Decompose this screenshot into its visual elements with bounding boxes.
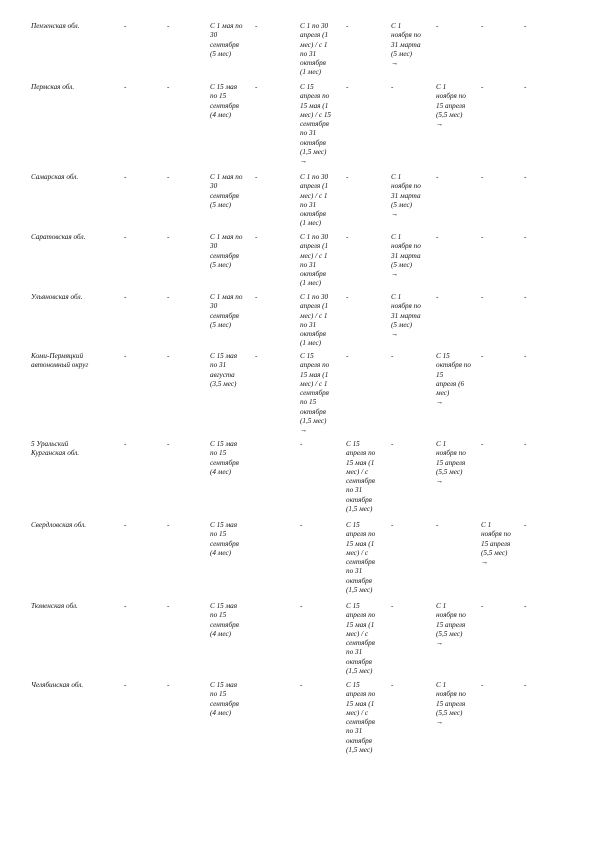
cell-dash: - xyxy=(255,173,258,181)
cell-dash: - xyxy=(481,83,484,91)
offseason-period: С 15 апреля по 15 мая (1 мес) / с сентября по 31 октября (1,5 мес) xyxy=(346,602,376,676)
winter-period: С 15 октября по 15 апреля (6 мес) → xyxy=(436,352,471,407)
cell-dash: - xyxy=(300,602,303,610)
winter-period: С 1 ноября по 31 марта (5 мес) → xyxy=(391,233,421,279)
cell-dash: - xyxy=(124,83,127,91)
cell-dash: - xyxy=(524,352,527,360)
offseason-period: С 1 по 30 апреля (1 мес) / с 1 по 31 октября (1 мес) xyxy=(300,293,329,348)
cell-dash: - xyxy=(524,22,527,30)
cell-dash: - xyxy=(124,233,127,241)
summer-period: С 15 мая по 15 сентября (4 мес) xyxy=(210,83,239,119)
offseason-period: С 1 по 30 апреля (1 мес) / с 1 по 31 октября (1 мес) xyxy=(300,173,329,228)
offseason-period: С 1 по 30 апреля (1 мес) / с 1 по 31 октября (1 мес) xyxy=(300,233,329,288)
winter-period: С 1 ноября по 31 марта (5 мес) → xyxy=(391,293,421,339)
cell-dash: - xyxy=(391,681,394,689)
summer-period: С 1 мая по 30 сентября (5 мес) xyxy=(210,233,243,269)
cell-dash: - xyxy=(167,352,170,360)
cell-dash: - xyxy=(524,602,527,610)
cell-dash: - xyxy=(346,352,349,360)
cell-dash: - xyxy=(524,83,527,91)
cell-dash: - xyxy=(167,22,170,30)
cell-dash: - xyxy=(436,521,439,529)
cell-dash: - xyxy=(436,233,439,241)
cell-dash: - xyxy=(524,440,527,448)
offseason-period: С 15 апреля по 15 мая (1 мес) / с сентября по 31 октября (1,5 мес) xyxy=(346,440,376,514)
cell-dash: - xyxy=(167,440,170,448)
winter-period: С 1 ноября по 15 апреля (5,5 мес) → xyxy=(481,521,511,567)
cell-dash: - xyxy=(167,681,170,689)
cell-dash: - xyxy=(481,22,484,30)
cell-dash: - xyxy=(481,233,484,241)
summer-period: С 1 мая по 30 сентября (5 мес) xyxy=(210,293,243,329)
cell-dash: - xyxy=(391,602,394,610)
cell-dash: - xyxy=(481,352,484,360)
cell-dash: - xyxy=(481,440,484,448)
cell-dash: - xyxy=(255,83,258,91)
winter-period: С 1 ноября по 15 апреля (5,5 мес) → xyxy=(436,83,466,129)
cell-dash: - xyxy=(391,352,394,360)
region-name: Самарская обл. xyxy=(31,173,79,181)
region-name: 5 Уральский Курганская обл. xyxy=(31,440,80,458)
offseason-period: С 15 апреля по 15 мая (1 мес) / с сентября по 31 октября (1,5 мес) xyxy=(346,681,376,755)
winter-period: С 1 ноября по 31 марта (5 мес) → xyxy=(391,173,421,219)
cell-dash: - xyxy=(436,173,439,181)
cell-dash: - xyxy=(124,521,127,529)
cell-dash: - xyxy=(524,173,527,181)
cell-dash: - xyxy=(300,681,303,689)
region-name: Челябинская обл. xyxy=(31,681,84,689)
cell-dash: - xyxy=(346,173,349,181)
offseason-period: С 15 апреля по 15 мая (1 мес) / с 15 сентября по 31 октября (1,5 мес) → xyxy=(300,83,332,166)
cell-dash: - xyxy=(255,22,258,30)
region-name: Свердловская обл. xyxy=(31,521,87,529)
cell-dash: - xyxy=(346,293,349,301)
cell-dash: - xyxy=(124,352,127,360)
cell-dash: - xyxy=(481,173,484,181)
cell-dash: - xyxy=(167,293,170,301)
region-name: Пензенская обл. xyxy=(31,22,80,30)
cell-dash: - xyxy=(524,233,527,241)
winter-period: С 1 ноября по 15 апреля (5,5 мес) → xyxy=(436,602,466,648)
offseason-period: С 15 апреля по 15 мая (1 мес) / с 1 сентября по 15 октября (1,5 мес) → xyxy=(300,352,330,435)
cell-dash: - xyxy=(436,293,439,301)
region-name: Тюменская обл. xyxy=(31,602,78,610)
summer-period: С 15 мая по 15 сентября (4 мес) xyxy=(210,602,239,638)
cell-dash: - xyxy=(255,352,258,360)
summer-period: С 15 мая по 31 августа (3,5 мес) xyxy=(210,352,238,388)
cell-dash: - xyxy=(481,602,484,610)
cell-dash: - xyxy=(124,22,127,30)
cell-dash: - xyxy=(124,602,127,610)
cell-dash: - xyxy=(300,440,303,448)
cell-dash: - xyxy=(524,681,527,689)
region-name: Коми-Пермяцкий автономный округ xyxy=(31,352,89,370)
summer-period: С 15 мая по 15 сентября (4 мес) xyxy=(210,440,239,476)
region-name: Саратовская обл. xyxy=(31,233,86,241)
summer-period: С 1 мая по 30 сентября (5 мес) xyxy=(210,173,243,209)
cell-dash: - xyxy=(124,681,127,689)
summer-period: С 1 мая по 30 сентября (5 мес) xyxy=(210,22,243,58)
cell-dash: - xyxy=(167,173,170,181)
cell-dash: - xyxy=(436,22,439,30)
winter-period: С 1 ноября по 15 апреля (5,5 мес) → xyxy=(436,681,466,727)
cell-dash: - xyxy=(255,233,258,241)
winter-period: С 1 ноября по 15 апреля (5,5 мес) → xyxy=(436,440,466,486)
cell-dash: - xyxy=(391,83,394,91)
offseason-period: С 15 апреля по 15 мая (1 мес) / с сентября по 31 октября (1,5 мес) xyxy=(346,521,376,595)
cell-dash: - xyxy=(167,521,170,529)
winter-period: С 1 ноября по 31 марта (5 мес) → xyxy=(391,22,421,68)
region-name: Пермская обл. xyxy=(31,83,75,91)
cell-dash: - xyxy=(124,173,127,181)
cell-dash: - xyxy=(524,293,527,301)
cell-dash: - xyxy=(167,233,170,241)
cell-dash: - xyxy=(300,521,303,529)
summer-period: С 15 мая по 15 сентября (4 мес) xyxy=(210,681,239,717)
summer-period: С 15 мая по 15 сентября (4 мес) xyxy=(210,521,239,557)
cell-dash: - xyxy=(167,602,170,610)
cell-dash: - xyxy=(124,293,127,301)
cell-dash: - xyxy=(391,521,394,529)
cell-dash: - xyxy=(167,83,170,91)
cell-dash: - xyxy=(346,83,349,91)
cell-dash: - xyxy=(481,681,484,689)
cell-dash: - xyxy=(124,440,127,448)
cell-dash: - xyxy=(481,293,484,301)
cell-dash: - xyxy=(346,233,349,241)
offseason-period: С 1 по 30 апреля (1 мес) / с 1 по 31 октября (1 мес) xyxy=(300,22,329,77)
cell-dash: - xyxy=(391,440,394,448)
cell-dash: - xyxy=(255,293,258,301)
cell-dash: - xyxy=(346,22,349,30)
cell-dash: - xyxy=(524,521,527,529)
region-name: Ульяновская обл. xyxy=(31,293,83,301)
